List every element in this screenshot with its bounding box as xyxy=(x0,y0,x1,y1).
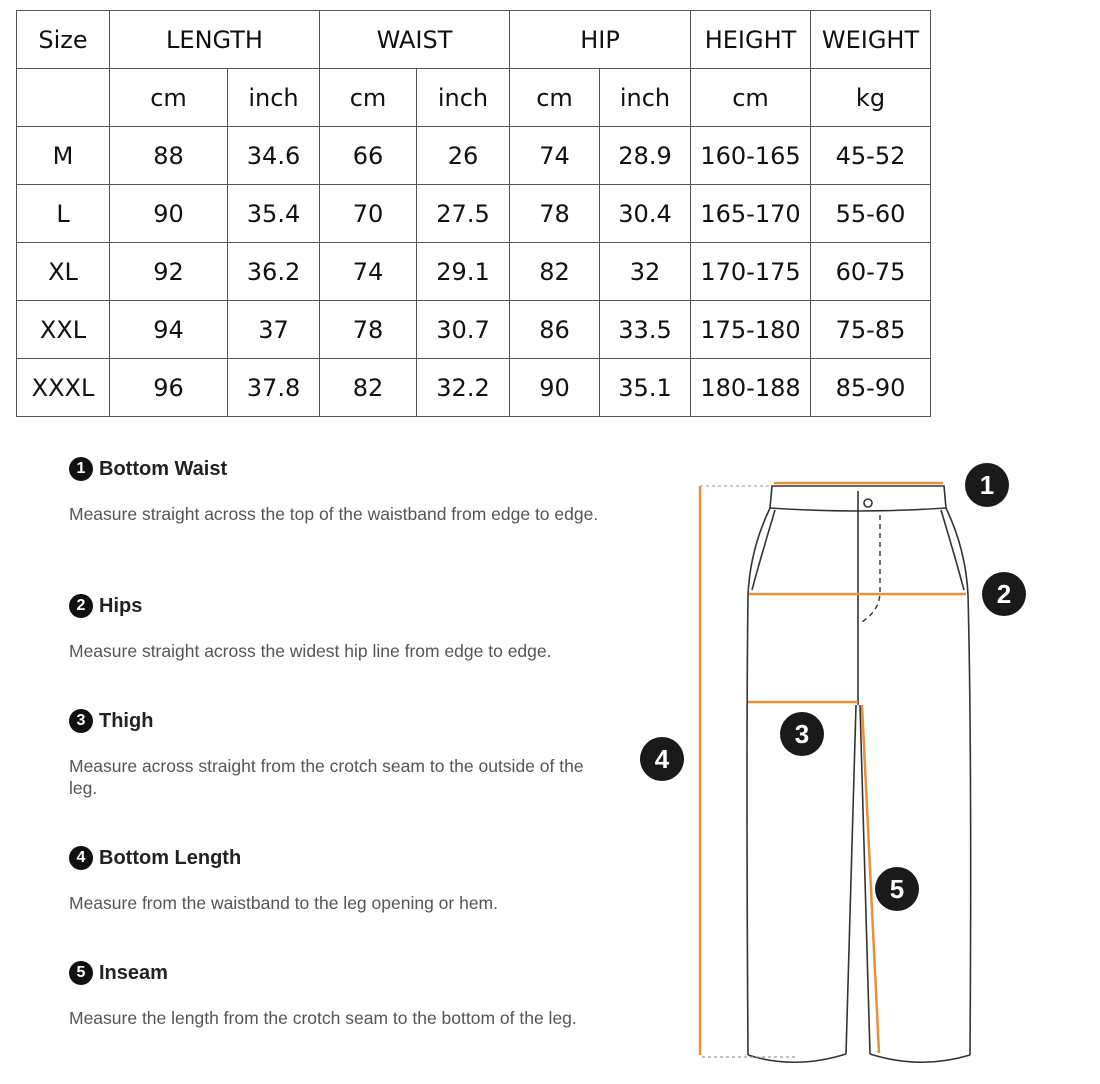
length-inch-cell: 37.8 xyxy=(228,359,320,417)
length-cm-cell: 94 xyxy=(110,301,228,359)
callout-2-badge: 2 xyxy=(982,572,1026,616)
weight-cell: 55-60 xyxy=(811,185,931,243)
length-inch-cell: 34.6 xyxy=(228,127,320,185)
hip-cm-cell: 90 xyxy=(510,359,600,417)
size-cell: XXL xyxy=(17,301,110,359)
guide-title: Bottom Waist xyxy=(99,457,228,480)
pants-outline-icon xyxy=(630,450,1100,1084)
waist-inch-cell: 29.1 xyxy=(417,243,510,301)
size-cell: M xyxy=(17,127,110,185)
height-cell: 175-180 xyxy=(691,301,811,359)
number-2-icon: 2 xyxy=(69,594,93,618)
header-hip: HIP xyxy=(510,11,691,69)
waist-inch-cell: 27.5 xyxy=(417,185,510,243)
unit-cell: cm xyxy=(110,69,228,127)
weight-cell: 45-52 xyxy=(811,127,931,185)
units-row xyxy=(17,69,931,127)
weight-cell: 75-85 xyxy=(811,301,931,359)
length-inch-cell: 37 xyxy=(228,301,320,359)
height-cell: 165-170 xyxy=(691,185,811,243)
table-row xyxy=(17,127,931,185)
length-cm-cell: 90 xyxy=(110,185,228,243)
size-cell: XL xyxy=(17,243,110,301)
pants-measurement-diagram xyxy=(630,450,1100,1084)
length-cm-cell: 88 xyxy=(110,127,228,185)
length-cm-cell: 96 xyxy=(110,359,228,417)
weight-cell: 85-90 xyxy=(811,359,931,417)
height-cell: 180-188 xyxy=(691,359,811,417)
header-length: LENGTH xyxy=(110,11,320,69)
length-inch-cell: 36.2 xyxy=(228,243,320,301)
waist-cm-cell: 78 xyxy=(320,301,417,359)
size-chart-table xyxy=(16,10,931,417)
number-1-icon: 1 xyxy=(69,457,93,481)
unit-cell: inch xyxy=(417,69,510,127)
table-row xyxy=(17,359,931,417)
guide-description: Measure straight across the top of the waistband from edge to edge. xyxy=(69,504,599,524)
guide-item-thigh xyxy=(69,707,609,799)
header-waist: WAIST xyxy=(320,11,510,69)
waist-inch-cell: 30.7 xyxy=(417,301,510,359)
waist-cm-cell: 70 xyxy=(320,185,417,243)
hip-cm-cell: 86 xyxy=(510,301,600,359)
size-cell: XXXL xyxy=(17,359,110,417)
table-row xyxy=(17,301,931,359)
header-height: HEIGHT xyxy=(691,11,811,69)
guide-description: Measure the length from the crotch seam to the bottom of the leg. xyxy=(69,1008,577,1028)
unit-cell: cm xyxy=(691,69,811,127)
hip-cm-cell: 78 xyxy=(510,185,600,243)
unit-cell: cm xyxy=(510,69,600,127)
callout-5-badge: 5 xyxy=(875,867,919,911)
waist-cm-cell: 74 xyxy=(320,243,417,301)
size-cell: L xyxy=(17,185,110,243)
length-cm-cell: 92 xyxy=(110,243,228,301)
guide-item-hips xyxy=(69,592,609,662)
number-5-icon: 5 xyxy=(69,961,93,985)
hip-cm-cell: 74 xyxy=(510,127,600,185)
callout-4-badge: 4 xyxy=(640,737,684,781)
unit-cell: inch xyxy=(600,69,691,127)
waist-cm-cell: 66 xyxy=(320,127,417,185)
guide-description: Measure across straight from the crotch seam to the outside of the leg. xyxy=(69,756,584,798)
length-inch-cell: 35.4 xyxy=(228,185,320,243)
hip-inch-cell: 32 xyxy=(600,243,691,301)
weight-cell: 60-75 xyxy=(811,243,931,301)
waist-inch-cell: 32.2 xyxy=(417,359,510,417)
height-cell: 160-165 xyxy=(691,127,811,185)
guide-title: Thigh xyxy=(99,709,154,732)
header-size: Size xyxy=(17,11,110,69)
callout-3-badge: 3 xyxy=(780,712,824,756)
number-4-icon: 4 xyxy=(69,846,93,870)
table-row xyxy=(17,185,931,243)
guide-title: Hips xyxy=(99,594,143,617)
number-3-icon: 3 xyxy=(69,709,93,733)
hip-inch-cell: 30.4 xyxy=(600,185,691,243)
guide-item-inseam xyxy=(69,959,609,1029)
unit-cell: inch xyxy=(228,69,320,127)
hip-cm-cell: 82 xyxy=(510,243,600,301)
hip-inch-cell: 33.5 xyxy=(600,301,691,359)
guide-description: Measure from the waistband to the leg opening or hem. xyxy=(69,893,498,913)
guide-title: Inseam xyxy=(99,961,168,984)
waist-inch-cell: 26 xyxy=(417,127,510,185)
hip-inch-cell: 28.9 xyxy=(600,127,691,185)
guide-description: Measure straight across the widest hip line from edge to edge. xyxy=(69,641,552,661)
hip-inch-cell: 35.1 xyxy=(600,359,691,417)
height-cell: 170-175 xyxy=(691,243,811,301)
table-row xyxy=(17,243,931,301)
callout-1-badge: 1 xyxy=(965,463,1009,507)
guide-title: Bottom Length xyxy=(99,846,242,869)
unit-cell: cm xyxy=(320,69,417,127)
unit-cell xyxy=(17,69,110,127)
unit-cell: kg xyxy=(811,69,931,127)
header-row xyxy=(17,11,931,69)
header-weight: WEIGHT xyxy=(811,11,931,69)
guide-item-bottom-length xyxy=(69,844,609,914)
guide-item-bottom-waist xyxy=(69,455,609,525)
waist-cm-cell: 82 xyxy=(320,359,417,417)
